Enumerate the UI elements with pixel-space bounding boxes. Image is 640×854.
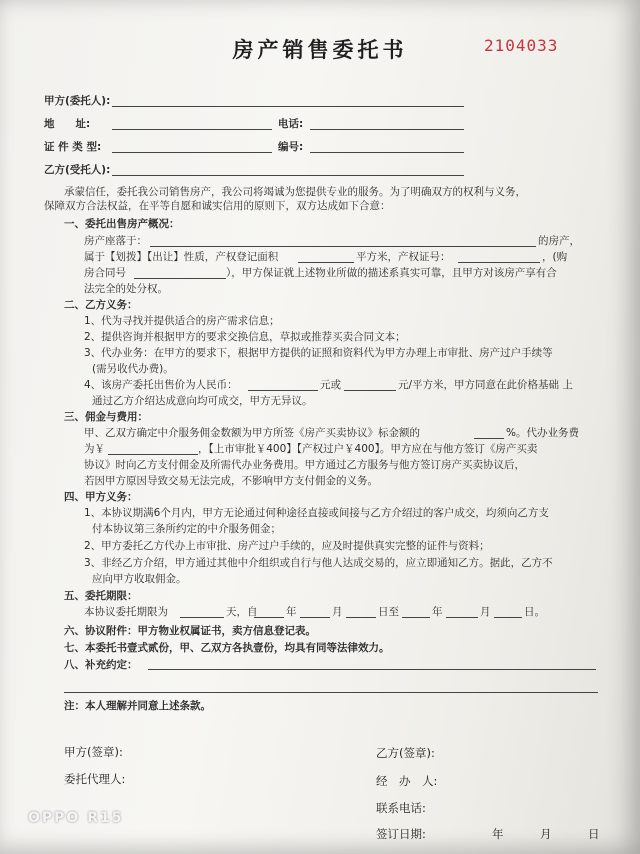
s2-item-4-unit: 元/平方米，甲方同意在此价格基础 上 (398, 379, 573, 391)
s4-item-3a: 3、非经乙方介绍，甲方通过其他中介组织或自行与他人达成交易的，应立即通知乙方。据此，乙方不 (84, 557, 553, 569)
s5-term-label: 本协议委托期限为 (84, 606, 168, 618)
s1-contract-label: 房合同号 (84, 267, 126, 279)
s1-location-label: 房产座落于： (84, 235, 147, 247)
s3-line-1b: %。代办业务费 (506, 427, 579, 439)
s1-nature: 属于【划拨】【出让】性质，产权登记面积 (84, 251, 279, 263)
section-8-heading: 八、补充约定： (64, 659, 138, 671)
s4-item-2: 2、甲方委托乙方代办上市审批、房产过户手续的，应及时提供真实完整的证件与资料； (84, 540, 490, 552)
s1-disposal: 法完全的处分权。 (84, 283, 168, 295)
id-no-label: 编号: (278, 141, 304, 153)
s1-cert-line (458, 262, 540, 263)
sign-date-label: 签订日期: (376, 827, 426, 841)
agreement-note: 注：本人理解并同意上述条款。 (64, 700, 211, 712)
s5-to-year-line (402, 617, 430, 618)
s1-contract-line (134, 278, 226, 279)
s2-item-4-d: 通过乙方介绍达成意向均可成交，甲方无异议。 (92, 395, 313, 407)
s1-guarantee: ），甲方保证就上述物业所做的描述系真实可靠，且甲方对该房产享有合 (226, 267, 557, 279)
s1-area-line (298, 262, 354, 263)
s5-from-month-line (300, 617, 330, 618)
section-2-heading: 二、乙方义务： (64, 299, 138, 311)
s1-cert-label: 平方米，产权证号： (356, 251, 451, 263)
id-no-line (310, 152, 464, 153)
intro-line-2: 保障双方合法权益，在平等自愿和诚实信用的原则下，双方达成如下合意： (44, 200, 391, 212)
s5-month-2: 月 (480, 606, 491, 618)
s2-item-4-or: 元或 (320, 379, 341, 391)
s2-item-3b: (需另收代办费)。 (92, 363, 174, 375)
party-a-seal-label: 甲方(签章): (64, 745, 123, 759)
intro-line-1: 承蒙信任，委托我公司销售房产，我公司将竭诚为您提供专业的服务。为了明确双方的权利与义务， (64, 186, 526, 198)
section-1-heading: 一、委托出售房产概况： (64, 218, 180, 230)
s5-day-2: 日。 (524, 606, 545, 618)
s5-year-1: 年 (286, 606, 297, 618)
s3-line-4: 若因甲方原因导致交易无法完成，不影响甲方支付佣金的义务。 (84, 475, 378, 487)
s3-line-3: 协议》时向乙方支付佣金及所需代办业务费用。甲方通过乙方服务与他方签订房产买卖协议后， (84, 459, 525, 471)
s5-from-year-line (254, 617, 284, 618)
s3-percent-line (474, 438, 504, 439)
s5-to-month-line (446, 617, 478, 618)
s3-fee-line (108, 454, 198, 455)
document-title: 房产销售委托书 (232, 37, 408, 62)
section-4-heading: 四、甲方义务： (64, 491, 138, 503)
phone-line (310, 129, 464, 130)
agent-label: 委托代理人: (64, 772, 126, 786)
s2-item-3a: 3、代办业务：在甲方的要求下，根据甲方提供的证照和资料代为甲方办理上市审批、房产过户手续等 (84, 347, 553, 359)
handler-label: 经 办 人: (376, 774, 438, 788)
s8-line-2 (64, 692, 598, 693)
s5-year-2: 年 (432, 606, 443, 618)
s4-item-1b: 付本协议第三条所约定的中介服务佣金； (92, 523, 281, 535)
camera-watermark: OPPO R15 (28, 810, 124, 826)
sign-date-day: 日 (588, 827, 600, 841)
s1-location-suffix: 的房产， (538, 235, 580, 247)
s3-line-2a: 为￥ (84, 443, 105, 455)
s5-from-day-line (346, 617, 376, 618)
s8-line-1 (148, 669, 596, 670)
party-a-label: 甲方(委托人): (44, 95, 111, 107)
sign-date-month: 月 (540, 827, 552, 841)
id-type-line (112, 152, 272, 153)
sign-date-year: 年 (492, 827, 504, 841)
s3-line-1a: 甲、乙双方确定中介服务佣金数额为甲方所签《房产买卖协议》标金额的 (84, 427, 420, 439)
contact-phone-label: 联系电话: (376, 801, 426, 815)
section-7: 七、本委托书壹式贰份，甲、乙双方各执壹份，均具有同等法律效力。 (64, 642, 390, 654)
serial-number: 2104033 (484, 36, 559, 55)
s4-item-1a: 1、本协议期满6个月内，甲方无论通过何种途径直接或间接与乙方介绍过的客户成交，均须向乙方支 (84, 507, 549, 519)
section-5-heading: 五、委托期限： (64, 590, 138, 602)
s2-item-4-label: 4、该房产委托出售价为人民币： (84, 379, 238, 391)
s3-line-2b: ，【上市审批￥400】【产权过户￥400】。甲方应在与他方签订《房产买卖 (198, 443, 538, 455)
s2-item-1: 1、代为寻找并提供适合的房产需求信息； (84, 315, 280, 327)
s5-days-line (180, 617, 224, 618)
s1-location-line (150, 246, 536, 247)
phone-label: 电话: (278, 118, 304, 130)
party-a-line (112, 106, 464, 107)
address-label: 地 址: (44, 118, 91, 130)
s5-to-day-line (494, 617, 522, 618)
s5-from: 天，自 (226, 606, 258, 618)
s5-to: 日至 (378, 606, 399, 618)
s1-contract-open: ，(购 (542, 251, 568, 263)
party-b-seal-label: 乙方(签章): (376, 746, 435, 760)
party-b-line (112, 175, 464, 176)
id-type-label: 证 件 类 型: (44, 141, 102, 153)
s2-unit-price-line (344, 390, 396, 391)
s2-item-2: 2、提供咨询并根据甲方的要求交换信息，草拟或推荐买卖合同文本； (84, 331, 406, 343)
address-line (112, 129, 272, 130)
s2-price-line (248, 390, 318, 391)
party-b-label: 乙方(受托人): (44, 164, 111, 176)
section-6: 六、协议附件：甲方物业权属证书，卖方信息登记表。 (64, 625, 316, 637)
s5-month-1: 月 (332, 606, 343, 618)
s4-item-3b: 应向甲方收取佣金。 (92, 573, 187, 585)
section-3-heading: 三、佣金与费用： (64, 411, 148, 423)
